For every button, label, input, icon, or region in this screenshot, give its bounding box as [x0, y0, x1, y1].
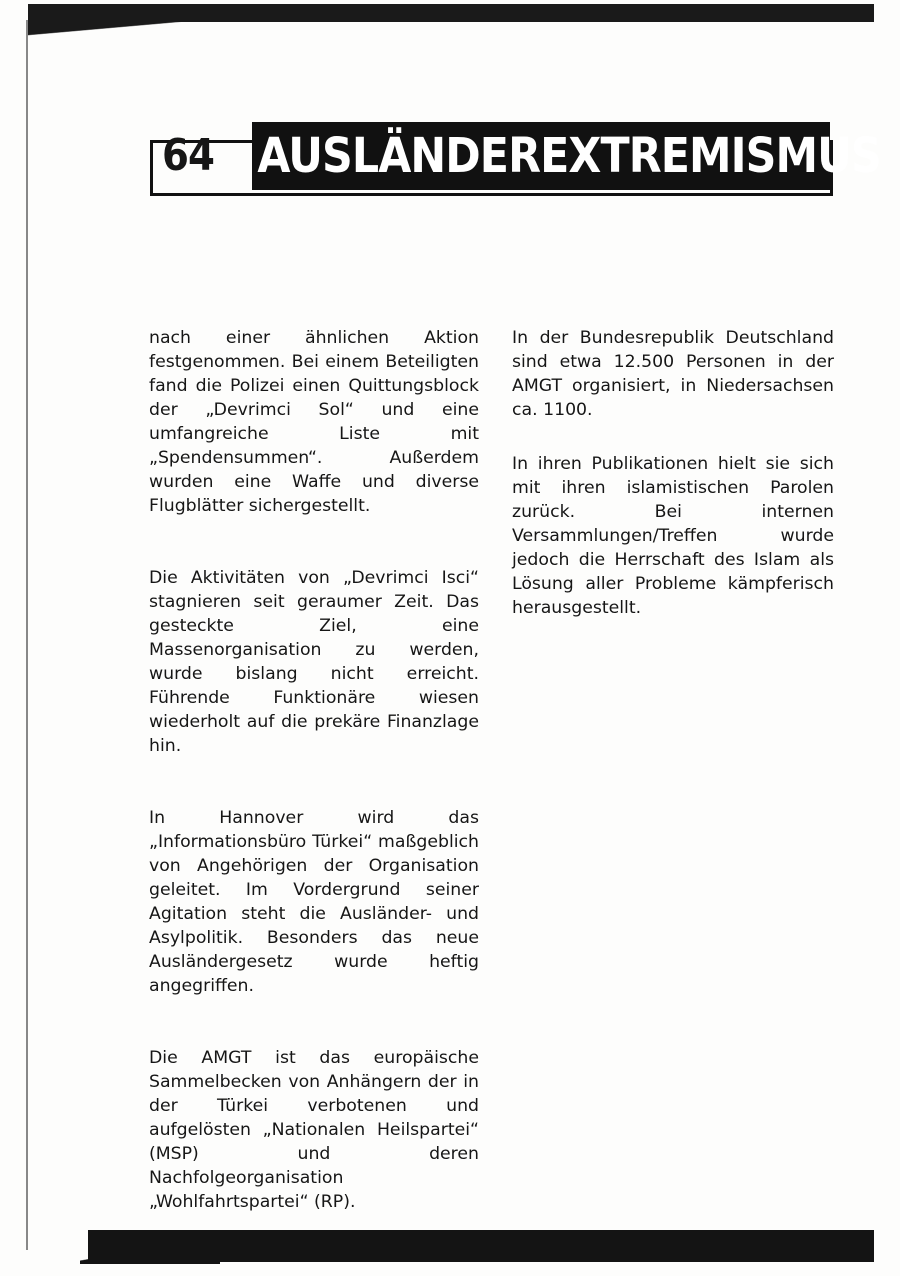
paragraph: Die Aktivitäten von „Devrimci Isci“ stagnieren seit geraumer Zeit. Das gesteckte Ziel, eine Massenorganisation zu werden, wurde bislang nicht erreicht. Führende Funktionäre wiesen wiederholt auf die prekäre Finanzlage hin. [149, 568, 479, 756]
section-title-box [252, 122, 881, 190]
scan-border-bottom-corner [80, 1248, 220, 1264]
right-column [512, 326, 834, 620]
scan-border-top-corner [28, 18, 258, 42]
left-column [149, 326, 479, 1214]
paragraph: In Hannover wird das „Informationsbüro Türkei“ maßgeblich von Angehörigen der Organisation geleitet. Im Vordergrund seiner Agitation steht die Ausländer- und Asylpolitik. Besonders das neue Ausländergesetz wurde heftig angegriffen. [149, 808, 479, 996]
paragraph: In der Bundesrepublik Deutschland sind etwa 12.500 Personen in der AMGT organisiert, in Niedersachsen ca. 1100. [512, 328, 834, 420]
paragraph: In ihren Publikationen hielt sie sich mit ihren islamistischen Parolen zurück. Bei internen Versammlungen/Treffen wurde jedoch die Herrschaft des Islam als Lösung aller Probleme kämpferisch herausgestellt. [512, 454, 834, 618]
scan-border-left [26, 20, 36, 1250]
page-number: 64 [162, 130, 215, 181]
page-header [150, 122, 881, 200]
section-title: AUSLÄNDEREXTREMISMUS [257, 128, 881, 184]
paragraph: nach einer ähnlichen Aktion festgenommen. Bei einem Beteiligten fand die Polizei einen Quittungsblock der „Devrimci Sol“ und eine umfangreiche Liste mit „Spendensummen“. Außerdem wurden eine Waffe und diverse Flugblätter sichergestellt. [149, 328, 479, 516]
paragraph: Die AMGT ist das europäische Sammelbecken von Anhängern der in der Türkei verbotenen und aufgelösten „Nationalen Heilspartei“ (MSP) und deren Nachfolgeorganisation „Wohlfahrtspartei“ (RP). [149, 1048, 479, 1212]
